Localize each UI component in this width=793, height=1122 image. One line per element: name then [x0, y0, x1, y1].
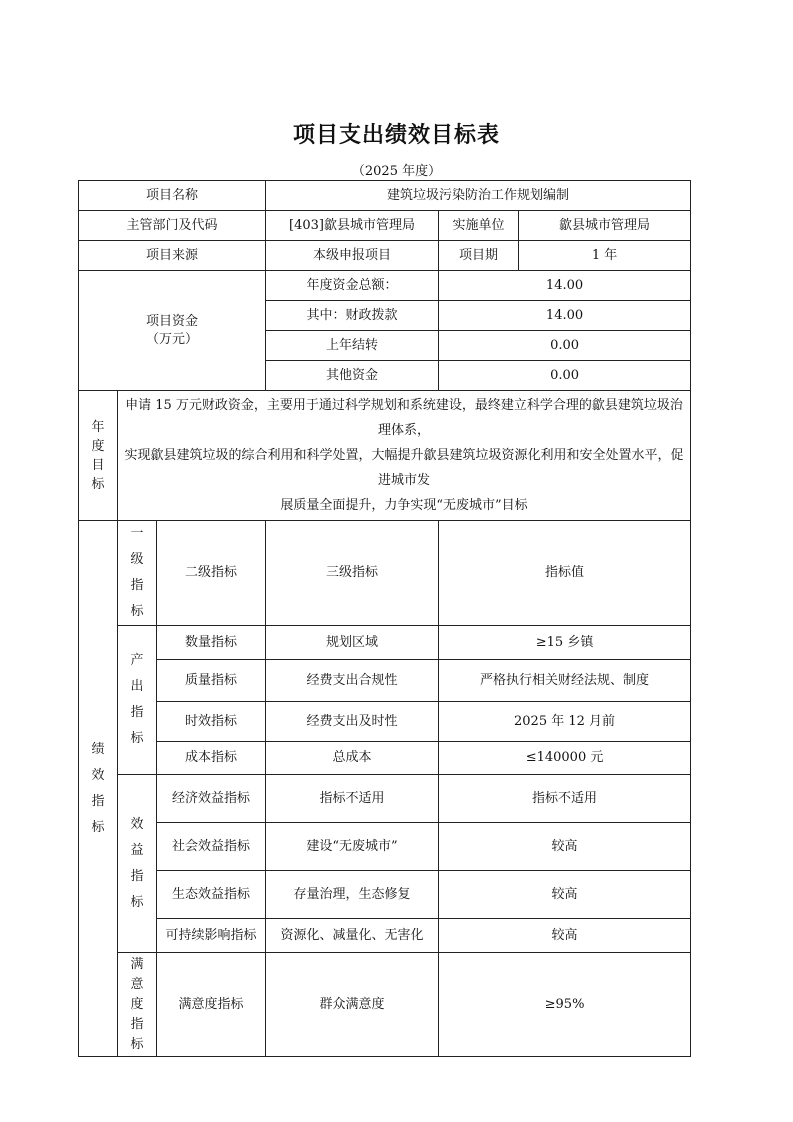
value-cell: 严格执行相关财经法规、制度 — [439, 660, 691, 702]
performance-table — [78, 180, 691, 1057]
level3-cell: 经费支出及时性 — [266, 702, 439, 742]
impl-label: 实施单位 — [439, 211, 519, 241]
page-title: 项目支出绩效目标表 — [292, 123, 500, 148]
row-output-1 — [79, 626, 691, 660]
satisfaction-label — [118, 953, 157, 1057]
row-source — [79, 241, 691, 271]
dept-value: [403]歙县城市管理局 — [266, 211, 439, 241]
perf-label-char: 效 — [91, 767, 105, 783]
funds-row-value: 14.00 — [439, 301, 691, 331]
output-label-char: 产 — [130, 653, 144, 668]
row-annual-goal — [79, 391, 691, 521]
impl-value: 歙县城市管理局 — [519, 211, 691, 241]
funds-row-value: 14.00 — [439, 271, 691, 301]
value-cell: 2025 年 12 月前 — [439, 702, 691, 742]
funds-row-label: 上年结转 — [266, 331, 439, 361]
level3-cell: 总成本 — [266, 742, 439, 775]
row-benefit-3 — [79, 871, 691, 919]
output-label-char: 标 — [130, 731, 144, 746]
value-cell: ≤140000 元 — [439, 742, 691, 775]
project-name-value: 建筑垃圾污染防治工作规划编制 — [266, 181, 691, 211]
source-label: 项目来源 — [79, 241, 266, 271]
level1-header-char: 级 — [130, 552, 144, 567]
perf-label-char: 标 — [91, 819, 105, 835]
benefit-label — [118, 775, 157, 953]
row-benefit-4 — [79, 919, 691, 953]
funds-row-label: 其中：财政拨款 — [266, 301, 439, 331]
period-label: 项目期 — [439, 241, 519, 271]
level2-cell: 可持续影响指标 — [157, 919, 266, 953]
level3-cell: 建设“无废城市” — [266, 823, 439, 871]
level2-cell: 经济效益指标 — [157, 775, 266, 823]
value-header: 指标值 — [439, 521, 691, 626]
value-cell: ≥15 乡镇 — [439, 626, 691, 660]
goal-label-char: 标 — [91, 476, 105, 492]
goal-label-char: 年 — [91, 419, 105, 435]
row-output-2 — [79, 660, 691, 702]
goal-label-char: 目 — [91, 457, 105, 473]
goal-text-line: 展质量全面提升，力争实现“无废城市”目标 — [280, 498, 528, 513]
perf-label-char: 指 — [91, 793, 105, 809]
funds-label-text: 项目资金 — [146, 313, 199, 329]
value-cell: 指标不适用 — [439, 775, 691, 823]
satisfaction-label-char: 意 — [130, 976, 144, 992]
benefit-label-char: 指 — [130, 868, 144, 884]
year-label: （2025 年度） — [351, 164, 442, 179]
funds-unit-text: （万元） — [146, 331, 199, 347]
output-label-char: 出 — [130, 679, 144, 694]
row-benefit-1 — [79, 775, 691, 823]
satisfaction-label-char: 标 — [130, 1036, 144, 1052]
source-value: 本级申报项目 — [266, 241, 439, 271]
funds-label — [79, 271, 266, 391]
level3-cell: 经费支出合规性 — [266, 660, 439, 702]
goal-text-line: 申请 15 万元财政资金，主要用于通过科学规划和系统建设，最终建立科学合理的歙县建筑垃圾治理体系， — [125, 398, 683, 438]
benefit-label-char: 标 — [130, 894, 144, 910]
level2-cell: 数量指标 — [157, 626, 266, 660]
satisfaction-label-char: 度 — [130, 996, 144, 1012]
value-cell: 较高 — [439, 919, 691, 953]
level2-cell: 生态效益指标 — [157, 871, 266, 919]
level2-cell: 时效指标 — [157, 702, 266, 742]
value-cell: 较高 — [439, 871, 691, 919]
level2-header: 二级指标 — [157, 521, 266, 626]
level2-cell: 社会效益指标 — [157, 823, 266, 871]
funds-row-value: 0.00 — [439, 361, 691, 391]
output-label-char: 指 — [130, 705, 144, 720]
level3-cell: 群众满意度 — [266, 953, 439, 1057]
value-cell: ≥95% — [439, 953, 691, 1057]
perf-label-char: 绩 — [91, 741, 105, 757]
level3-header: 三级指标 — [266, 521, 439, 626]
level2-cell: 满意度指标 — [157, 953, 266, 1057]
row-perf-header — [79, 521, 691, 626]
level1-header-char: 指 — [130, 578, 144, 593]
row-output-3 — [79, 702, 691, 742]
row-dept — [79, 211, 691, 241]
dept-label: 主管部门及代码 — [79, 211, 266, 241]
level2-cell: 成本指标 — [157, 742, 266, 775]
level3-cell: 存量治理，生态修复 — [266, 871, 439, 919]
level3-cell: 资源化、减量化、无害化 — [266, 919, 439, 953]
funds-row-value: 0.00 — [439, 331, 691, 361]
row-funds-total — [79, 271, 691, 301]
level3-cell: 指标不适用 — [266, 775, 439, 823]
output-label — [118, 626, 157, 775]
annual-goal-label — [79, 391, 118, 521]
level3-cell: 规划区域 — [266, 626, 439, 660]
satisfaction-label-char: 指 — [130, 1016, 144, 1032]
goal-label-char: 度 — [91, 438, 105, 454]
value-cell: 较高 — [439, 823, 691, 871]
satisfaction-label-char: 满 — [130, 956, 144, 972]
period-value: 1 年 — [519, 241, 691, 271]
project-name-label: 项目名称 — [79, 181, 266, 211]
annual-goal-text — [118, 391, 691, 521]
funds-row-label: 其他资金 — [266, 361, 439, 391]
level1-header — [118, 521, 157, 626]
perf-label — [79, 521, 118, 1057]
benefit-label-char: 效 — [130, 816, 144, 832]
level1-header-char: 标 — [130, 604, 144, 619]
benefit-label-char: 益 — [130, 842, 144, 858]
row-satisfaction — [79, 953, 691, 1057]
funds-row-label: 年度资金总额： — [266, 271, 439, 301]
goal-text-line: 实现歙县建筑垃圾的综合利用和科学处置，大幅提升歙县建筑垃圾资源化利用和安全处置水平，促进城市发 — [124, 448, 684, 488]
level2-cell: 质量指标 — [157, 660, 266, 702]
row-output-4 — [79, 742, 691, 775]
level1-header-char: 一 — [130, 526, 144, 541]
row-benefit-2 — [79, 823, 691, 871]
row-project-name — [79, 181, 691, 211]
